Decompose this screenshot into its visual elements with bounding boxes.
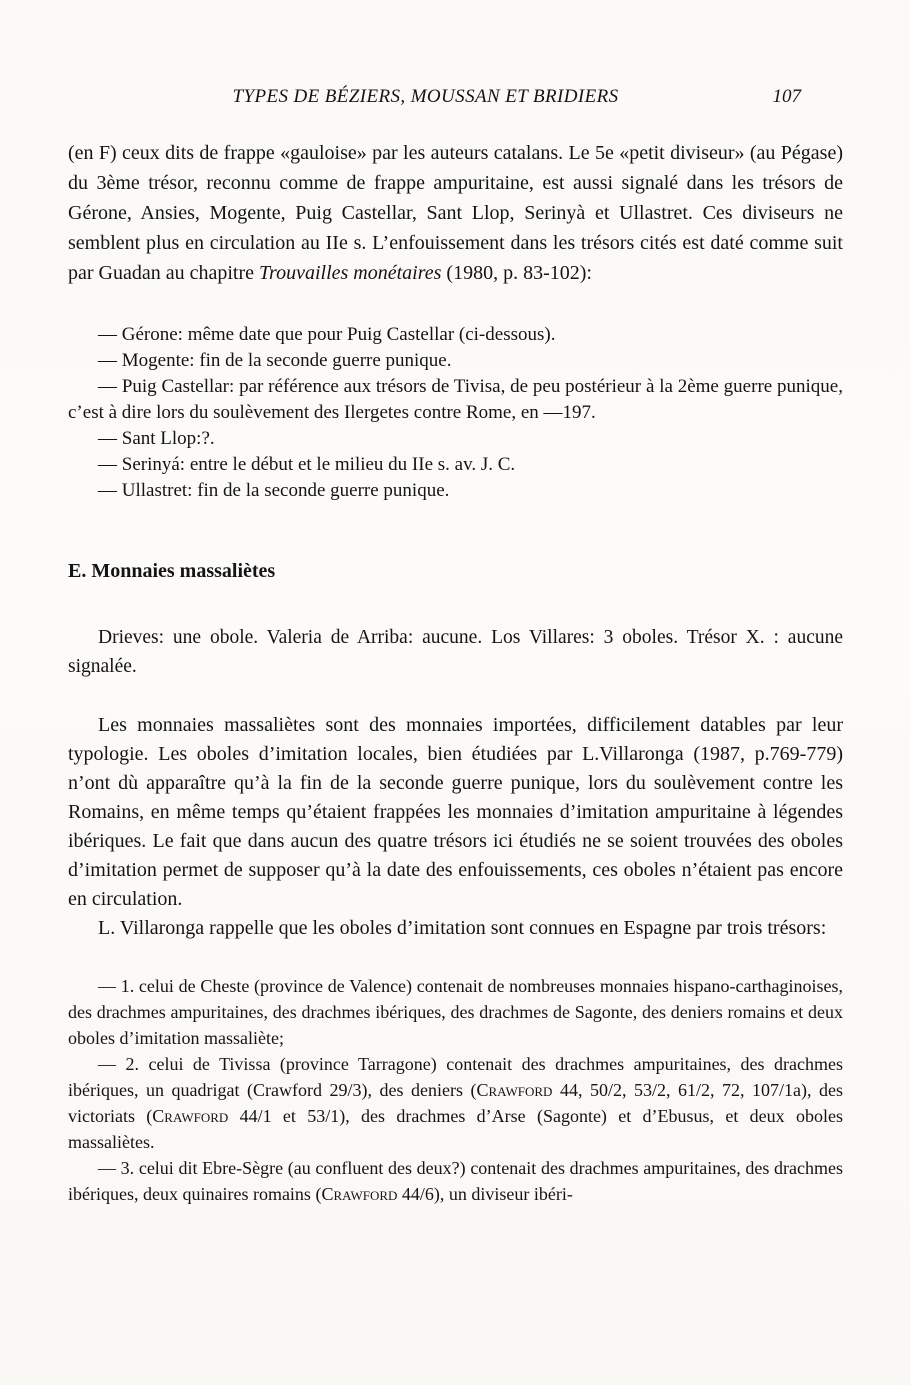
hoard-3-text-1: — 3. celui dit Ebre-Sègre (au confluent des deux?) contenait des drachmes ampuritaines, des drachmes ibériques, deux quinaires romains ( (68, 1158, 843, 1204)
three-hoards-list (68, 973, 843, 1207)
intro-text-1: (en F) ceux dits de frappe «gauloise» par les auteurs catalans. Le 5e «petit diviseur» (au Pégase) du 3ème trésor, reconnu comme de frappe ampuritaine, est aussi signalé dans les trésors de Gérone, Ansies, Mogente, Puig Castellar, Sant Llop, Serinyà et Ullastret. Ces diviseurs ne semblent plus en circulation au IIe s. L’enfouissement dans les trésors cités est daté comme suit par Guadan au chapitre (68, 142, 843, 284)
crawford-smallcaps-ref: Crawford (321, 1184, 398, 1204)
paragraph-intro (68, 138, 843, 288)
list-item: — Ullastret: fin de la seconde guerre punique. (98, 480, 450, 501)
running-title: TYPES DE BÉZIERS, MOUSSAN ET BRIDIERS (232, 86, 619, 107)
list-item: — Gérone: même date que pour Puig Castellar (ci-dessous). (98, 324, 556, 345)
book-title-italic: Trouvailles monétaires (259, 262, 442, 284)
crawford-smallcaps-ref: Crawford (476, 1080, 553, 1100)
hoard-2-text-2: 44, 50/2, 53/2, 61/2, 72, 107/1a), des victoriats ( (68, 1080, 844, 1126)
list-item: — Sant Llop:?. (98, 428, 215, 449)
list-item: — Mogente: fin de la seconde guerre punique. (98, 350, 452, 371)
paragraph-villaronga: L. Villaronga rappelle que les oboles d’imitation sont connues en Espagne par trois trésors: (98, 917, 827, 939)
section-heading: E. Monnaies massaliètes (68, 560, 276, 582)
page-number: 107 (772, 86, 801, 107)
paragraph-massalietes: Les monnaies massaliètes sont des monnaies importées, difficilement datables par leur typologie. Les oboles d’imitation locales, bien étudiées par L.Villaronga (1987, p.769-779) n’ont dù apparaître qu’à la fin de la seconde guerre punique, lors du soulèvement contre les Romains, en même temps qu’étaient frappées les monnaies d’imitation ampuritaine à légendes ibériques. Le fait que dans aucun des quatre trésors ici étudiés ne se soient trouvées des oboles d’imitation permet de supposer qu’à la date des enfouissements, ces oboles n’étaient pas encore en circulation. (68, 714, 843, 910)
crawford-smallcaps-ref: Crawford (152, 1106, 229, 1126)
list-item: — Serinyá: entre le début et le milieu du IIe s. av. J. C. (98, 454, 516, 475)
intro-text-2: (1980, p. 83-102): (441, 262, 592, 284)
list-item (68, 1155, 843, 1207)
list-item (68, 1051, 843, 1155)
paragraph-oboles-count: Drieves: une obole. Valeria de Arriba: aucune. Los Villares: 3 oboles. Trésor X. : aucune signalée. (68, 627, 843, 677)
running-header (68, 86, 843, 112)
hoard-3-text-2: 44/6), un diviseur ibéri- (397, 1184, 573, 1204)
hoard-2-text-3: 44/1 et 53/1), des drachmes d’Arse (Sagonte) et d’Ebusus, et deux oboles massaliètes. (68, 1106, 843, 1152)
list-item: — 1. celui de Cheste (province de Valence) contenait de nombreuses monnaies hispano-carthaginoises, des drachmes ampuritaines, des drachmes ibériques, des drachmes de Sagonte, des deniers romains et deux oboles d’imitation massaliète; (68, 976, 843, 1048)
hoard-dates-list (68, 322, 843, 504)
list-item: — Puig Castellar: par référence aux trésors de Tivisa, de peu postérieur à la 2ème guerre punique, c’est à dire lors du soulèvement des Ilergetes contre Rome, en —197. (68, 376, 843, 423)
hoard-2-text-1: — 2. celui de Tivissa (province Tarragone) contenait des drachmes ampuritaines, des drachmes ibériques, un quadrigat (Crawford 29/3), des deniers ( (68, 1054, 843, 1100)
